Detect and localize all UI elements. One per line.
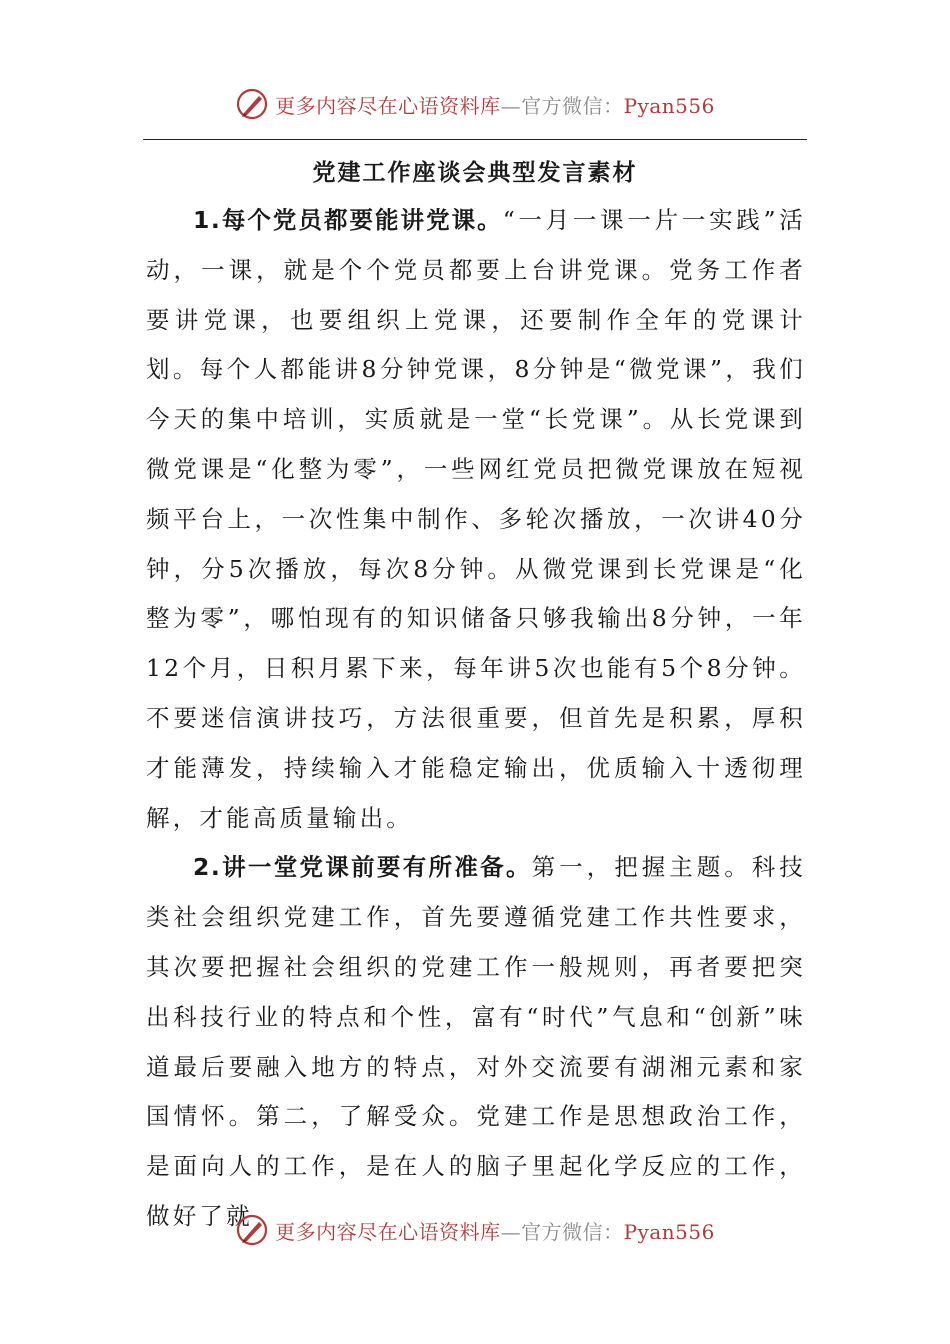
- watermark-footer: [0, 1208, 950, 1252]
- watermark-text: 更多内容尽在心语资料库—官方微信：Pyan556: [275, 93, 715, 118]
- paragraph-1-body: “一月一课一片一实践”活动，一课，就是个个党员都要上台讲党课。党务工作者要讲党课，也要组织上党课，还要制作全年的党课计划。每个人都能讲8分钟党课，8分钟是“微党课”，我们今天的集中培训，实质就是一堂“长党课”。从长党课到微党课是“化整为零”，一些网红党员把微党课放在短视频平台上，一次性集中制作、多轮次播放，一次讲40分钟，分5次播放，每次8分钟。从微党课到长党课是“化整为零”，哪怕现有的知识储备只够我输出8分钟，一年12个月，日积月累下来，每年讲5次也能有5个8分钟。不要迷信演讲技巧，方法很重要，但首先是积累，厚积才能薄发，持续输入才能稳定输出，优质输入十透彻理解，才能高质量输出。: [146, 206, 806, 832]
- header-divider: [143, 139, 807, 140]
- document-body: [146, 196, 806, 1242]
- watermark-header: [0, 82, 950, 126]
- paragraph-2-body: 第一，把握主题。科技类社会组织党建工作，首先要遵循党建工作共性要求，其次要把握社会组织的党建工作一般规则，再者要把突出科技行业的特点和个性，富有“时代”气息和“创新”味道最后要融入地方的特点，对外交流要有湖湘元素和家国情怀。第二，了解受众。党建工作是思想政治工作，是面向人的工作，是在人的脑子里起化学反应的工作，做好了就: [146, 853, 806, 1230]
- pen-logo-icon: [235, 1213, 269, 1247]
- pen-logo-icon: [235, 87, 269, 121]
- paragraph-2: [146, 843, 806, 1241]
- document-title: 党建工作座谈会典型发言素材: [312, 160, 638, 186]
- paragraph-1: [146, 196, 806, 843]
- paragraph-2-lead: 2.讲一堂党课前要有所准备。: [193, 853, 532, 882]
- paragraph-1-lead: 1.每个党员都要能讲党课。: [193, 206, 503, 234]
- watermark-text: 更多内容尽在心语资料库—官方微信：Pyan556: [275, 1219, 715, 1244]
